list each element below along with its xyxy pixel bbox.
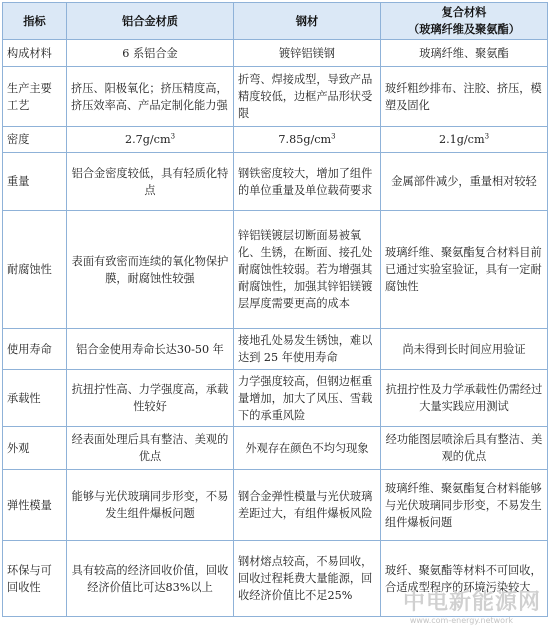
- density-exponent: 3: [170, 132, 176, 141]
- density-exponent: 3: [331, 132, 336, 141]
- cell-aluminum: 抗扭拧性高、力学强度高，承载性较好: [67, 370, 234, 427]
- row-label: 生产主要工艺: [3, 67, 67, 127]
- density-value: 2.7g/cm: [124, 133, 171, 146]
- cell-aluminum: 挤压、阳极氧化；挤压精度高，挤压效率高、产品定制化能力强: [67, 67, 234, 127]
- row-label: 外观: [3, 427, 67, 470]
- row-label: 使用寿命: [3, 329, 67, 370]
- table-row: [3, 329, 548, 370]
- cell-composite: [381, 127, 548, 153]
- cell-composite: 金属部件减少，重量相对较轻: [381, 153, 548, 211]
- header-composite-line2: （玻璃纤维及聚氨酯）: [408, 23, 520, 36]
- cell-aluminum: 6 系铝合金: [67, 40, 234, 67]
- cell-composite: 玻纤、聚氨酯等材料不可回收，合适成型程序的环境污染较大: [381, 541, 548, 617]
- cell-steel: 外观存在颜色不均匀现象: [234, 427, 381, 470]
- cell-steel: [234, 127, 381, 153]
- header-aluminum: 铝合金材质: [67, 3, 234, 40]
- row-label: 密度: [3, 127, 67, 153]
- header-indicator: 指标: [3, 3, 67, 40]
- header-row: [3, 3, 548, 40]
- cell-steel: 钢铁密度较大，增加了组件的单位重量及单位载荷要求: [234, 153, 381, 211]
- cell-aluminum: 经表面处理后具有整洁、美观的优点: [67, 427, 234, 470]
- table-row: [3, 541, 548, 617]
- cell-steel: 钢材熔点较高，不易回收，回收过程耗费大量能源，回收经济价值比不足25%: [234, 541, 381, 617]
- table-row: [3, 427, 548, 470]
- row-label: 重量: [3, 153, 67, 211]
- cell-steel: 折弯、焊接成型，导致产品精度较低，边框产品形状受限: [234, 67, 381, 127]
- density-exponent: 3: [484, 132, 490, 141]
- cell-composite: 玻璃纤维、聚氨酯: [381, 40, 548, 67]
- cell-aluminum: 铝合金使用寿命长达30-50 年: [67, 329, 234, 370]
- density-value: 2.1g/cm: [438, 133, 485, 146]
- table-row: [3, 127, 548, 153]
- header-composite-line1: 复合材料: [441, 6, 487, 19]
- cell-steel: 力学强度较高，但钢边框重量增加，加大了风压、雪载下的承重风险: [234, 370, 381, 427]
- table-row: [3, 67, 548, 127]
- row-label: 承载性: [3, 370, 67, 427]
- row-label: 构成材料: [3, 40, 67, 67]
- cell-aluminum: 能够与光伏玻璃同步形变，不易发生组件爆板问题: [67, 470, 234, 541]
- cell-steel: 镀锌铝镁钢: [234, 40, 381, 67]
- watermark-url: www.com-energy.network: [409, 616, 513, 625]
- cell-aluminum: 表面有致密而连续的氧化物保护膜，耐腐蚀性较强: [67, 211, 234, 329]
- table-row: [3, 211, 548, 329]
- cell-aluminum: 具有较高的经济回收价值，回收经济价值比可达83%以上: [67, 541, 234, 617]
- cell-composite: 尚未得到长时间应用验证: [381, 329, 548, 370]
- density-value: 7.85g/cm: [278, 133, 332, 146]
- comparison-table: [2, 2, 548, 617]
- cell-steel: 锌铝镁镀层切断面易被氧化、生锈，在断面、接孔处耐腐蚀性较弱。若为增强其耐腐蚀性，加强其锌铝镁镀层厚度需要更高的成本: [234, 211, 381, 329]
- cell-composite: 玻纤粗纱排布、注胶、挤压，模塑及固化: [381, 67, 548, 127]
- cell-composite: 玻璃纤维、聚氨酯复合材料能够与光伏玻璃同步形变，不易发生组件爆板问题: [381, 470, 548, 541]
- cell-composite: 玻璃纤维、聚氨酯复合材料目前已通过实验室验证，具有一定耐腐蚀性: [381, 211, 548, 329]
- table-row: [3, 470, 548, 541]
- row-label: 弹性模量: [3, 470, 67, 541]
- cell-composite: 抗扭拧性及力学承载性仍需经过大量实践应用测试: [381, 370, 548, 427]
- cell-steel: 钢合金弹性模量与光伏玻璃差距过大，有组件爆板风险: [234, 470, 381, 541]
- cell-steel: 接地孔处易发生锈蚀，难以达到 25 年使用寿命: [234, 329, 381, 370]
- table-row: [3, 40, 548, 67]
- header-steel: 钢材: [234, 3, 381, 40]
- cell-aluminum: [67, 127, 234, 153]
- row-label: 环保与可回收性: [3, 541, 67, 617]
- table-row: [3, 370, 548, 427]
- cell-aluminum: 铝合金密度较低，具有轻质化特点: [67, 153, 234, 211]
- header-composite: [381, 3, 548, 40]
- row-label: 耐腐蚀性: [3, 211, 67, 329]
- cell-composite: 经功能图层喷涂后具有整洁、美观的优点: [381, 427, 548, 470]
- table-row: [3, 153, 548, 211]
- watermark-logo: 中电新能源网: [402, 590, 541, 615]
